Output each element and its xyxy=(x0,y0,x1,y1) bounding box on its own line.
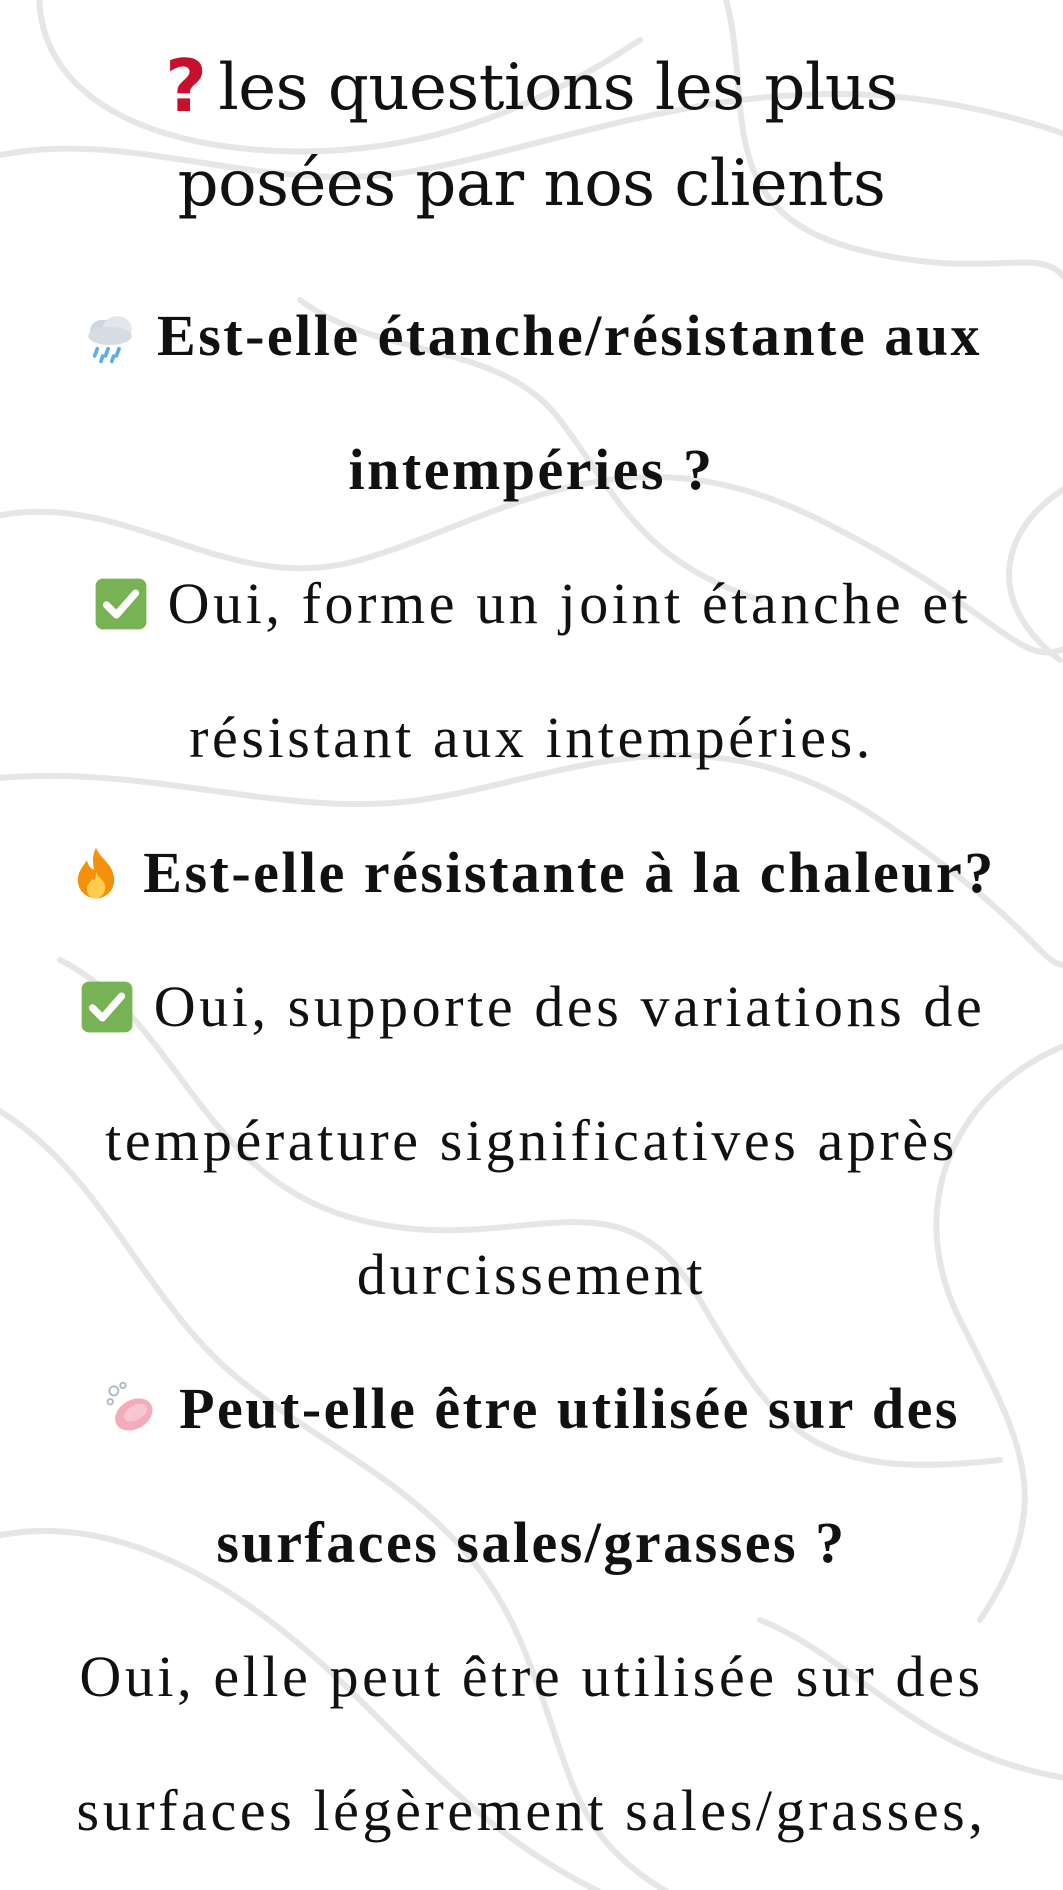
red-question-mark-icon: ? xyxy=(165,44,207,128)
faq-answer-2 xyxy=(0,967,1063,1047)
faq-question-1-line-1: Est-elle étanche/résistante aux xyxy=(157,303,982,368)
fire-icon xyxy=(67,844,125,902)
rain-cloud-icon xyxy=(81,307,139,365)
faq-answer-3-line-1: Oui, elle peut être utilisée sur des xyxy=(79,1644,984,1709)
faq-answer-3-line-2: surfaces légèrement sales/grasses, xyxy=(76,1778,987,1843)
green-check-icon xyxy=(92,575,150,633)
faq-question-2 xyxy=(0,833,1063,913)
faq-question-1-line-2: intempéries ? xyxy=(348,437,715,502)
faq-question-3 xyxy=(0,1369,1063,1449)
faq-answer-2-line-1: Oui, supporte des variations de xyxy=(153,974,986,1039)
title-line-1: les questions les plus xyxy=(218,51,898,125)
faq-answer-2-line-3: durcissement xyxy=(356,1242,707,1307)
page-title xyxy=(0,34,1063,138)
faq-answer-1-line-2: résistant aux intempéries. xyxy=(189,705,874,770)
page-title-line-2: posées par nos clients xyxy=(177,147,886,221)
green-check-icon xyxy=(78,978,136,1036)
soap-icon xyxy=(103,1380,161,1438)
faq-question-3-line-2: surfaces sales/grasses ? xyxy=(216,1510,847,1575)
faq-answer-2-line-2: température significatives après xyxy=(105,1108,958,1173)
faq-answer-1 xyxy=(0,564,1063,644)
faq-question-1 xyxy=(0,296,1063,376)
faq-question-2-line-1: Est-elle résistante à la chaleur? xyxy=(143,840,996,905)
faq-answer-1-line-1: Oui, forme un joint étanche et xyxy=(167,571,972,636)
faq-question-3-line-1: Peut-elle être utilisée sur des xyxy=(179,1376,960,1441)
